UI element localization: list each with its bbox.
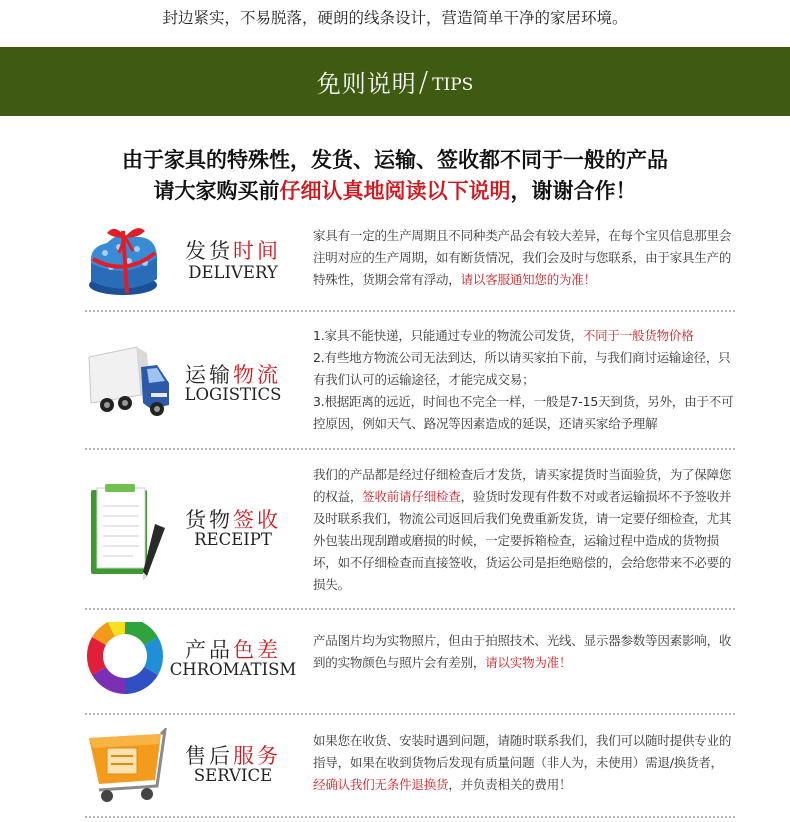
section-receipt [85,462,735,602]
logistics-description [313,325,735,435]
receipt-description: 我们的产品都是经过仔细检查后才发货，请买家提货时当面验货，为了保障您的权益，签收前请仔细检查，验货时发现有件数不对或者运输损坏不予签收并及时联系我们，物流公司返回后我们免费重新发货，请一定要仔细检查，尤其外包装出现刮蹭或磨损的时候，一定要拆箱检查，运输过程中造成的货物损坏，如不仔细检查而直接签收，货运公司是拒绝赔偿的，会给您带来不必要的损失。 [313,467,732,592]
color-wheel-icon [85,622,167,694]
chromatism-title-en: CHROMATISM [169,660,297,679]
notepad-pen-icon [85,484,169,584]
divider [85,448,735,450]
delivery-title-en: DELIVERY [188,263,278,282]
service-title-en: SERVICE [193,766,273,785]
divider [85,608,735,610]
service-description: 如果您在收货、安装时遇到问题，请随时联系我们，我们可以随时提供专业的指导，如果在收到货物后发现有质量问题（非人为，未使用）需退/换货者，经确认我们无条件退换货，并负责相关的费用！ [313,733,732,792]
delivery-truck-icon [85,343,171,423]
logistics-title-en: LOGISTICS [184,385,282,404]
shopping-cart-icon [85,728,167,804]
logistics-point-2: 2.有些地方物流公司无法到达，所以请买家拍下前，与我们商讨运输途径，只有我们认可的运输途径，才能完成交易； [313,350,731,387]
banner-separator: / [418,65,429,98]
chromatism-description: 产品图片均为实物照片，但由于拍照技术、光线、显示器参数等因素影响，收到的实物颜色与照片会有差别，请以实物为准！ [313,633,732,670]
logistics-title-cn: 运输物流 [185,363,281,387]
gift-box-icon [85,223,163,299]
receipt-title-en: RECEIPT [194,530,272,549]
chromatism-title-cn: 产品色差 [185,638,281,662]
service-title-cn: 售后服务 [185,744,281,768]
heading-highlight: 仔细认真地阅读以下说明 [279,179,511,203]
tips-banner [0,47,790,116]
receipt-title-cn: 货物签收 [185,508,281,532]
divider [85,310,735,312]
notice-heading-line1: 由于家具的特殊性，发货、运输、签收都不同于一般的产品 [122,148,668,172]
banner-title-en: TIPS [432,74,474,95]
delivery-description: 家具有一定的生产周期且不同种类产品会有较大差异，在每个宝贝信息那里会注明对应的生产周期，如有断货情况，我们会及时与您联系，由于家具生产的特殊性，货期会常有浮动，请以客服通知您的为准！ [313,228,732,287]
heading-pre: 请大家购买前 [153,179,280,203]
section-delivery [85,221,735,301]
divider [85,816,735,818]
section-service [85,728,735,808]
section-logistics [85,325,735,437]
logistics-point-1: 1.家具不能快递，只能通过专业的物流公司发货，不同于一般货物价格 [313,328,694,343]
logistics-point-3: 3.根据距离的远近，时间也不完全一样，一般是7-15天到货，另外，由于不可控原因，例如天气、路况等因素造成的延误，还请买家给予理解 [313,394,734,431]
heading-post: ，谢谢合作！ [510,179,637,203]
banner-title-cn: 免则说明 [316,70,417,98]
section-chromatism [85,622,735,702]
intro-text: 封边紧实，不易脱落，硬朗的线条设计，营造简单干净的家居环境。 [162,9,628,27]
delivery-title-cn: 发货时间 [185,239,281,263]
divider [85,713,735,715]
notice-heading-line2 [0,177,790,205]
